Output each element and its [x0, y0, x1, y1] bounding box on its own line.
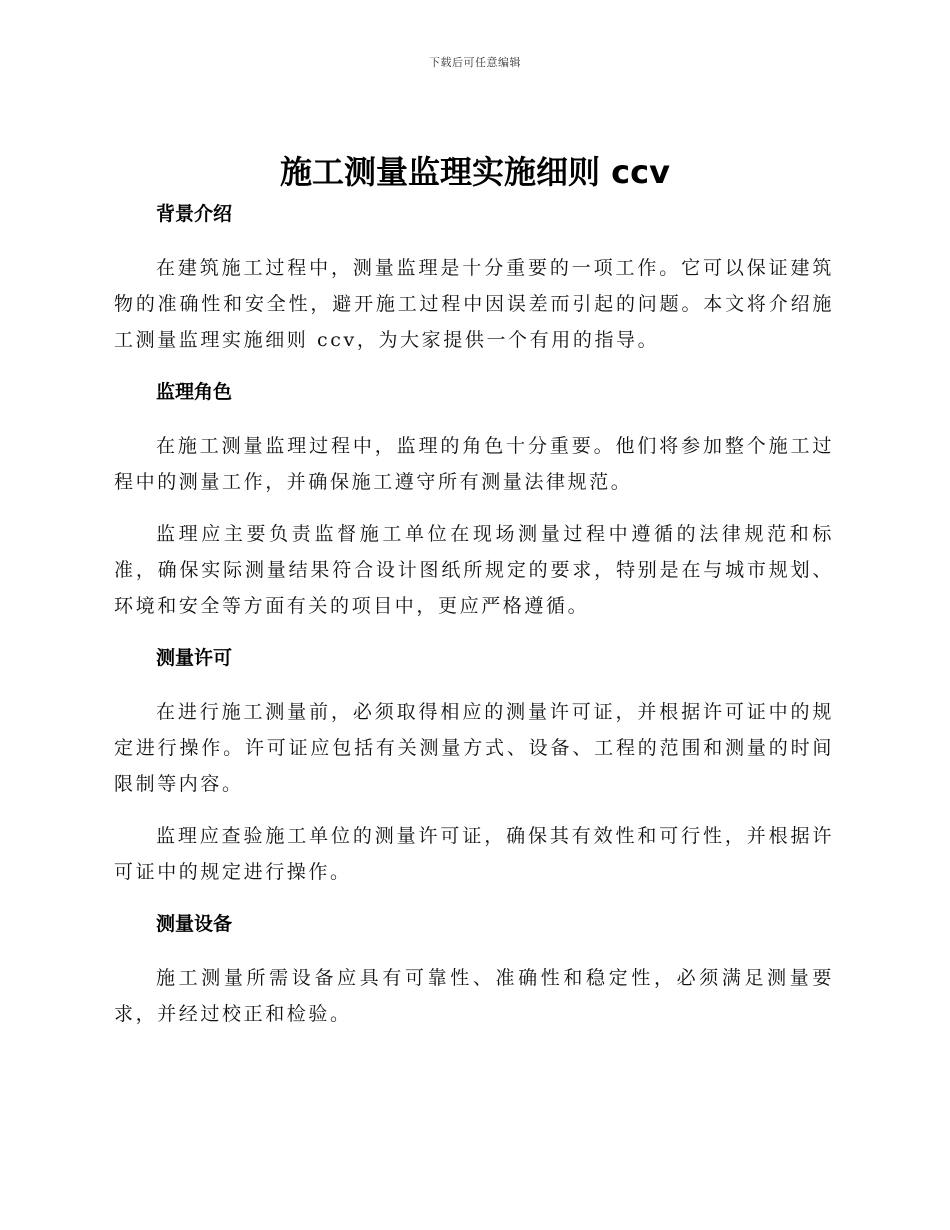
header-note: 下载后可任意编辑 [429, 56, 521, 69]
paragraph: 在进行施工测量前，必须取得相应的测量许可证，并根据许可证中的规定进行操作。许可证应包括有关测量方式、设备、工程的范围和测量的时间限制等内容。 [114, 701, 834, 795]
paragraph: 在建筑施工过程中，测量监理是十分重要的一项工作。它可以保证建筑物的准确性和安全性，避开施工过程中因误差而引起的问题。本文将介绍施工测量监理实施细则 ccv，为大家提供一个有用的指导。 [114, 257, 834, 351]
paragraph: 监理应查验施工单位的测量许可证，确保其有效性和可行性，并根据许可证中的规定进行操作。 [114, 825, 834, 883]
section-heading-background: 背景介绍 [156, 203, 233, 225]
paragraph: 监理应主要负责监督施工单位在现场测量过程中遵循的法律规范和标准，确保实际测量结果符合设计图纸所规定的要求，特别是在与城市规划、环境和安全等方面有关的项目中，更应严格遵循。 [114, 523, 834, 617]
section-heading-survey-permit: 测量许可 [156, 647, 233, 669]
paragraph: 在施工测量监理过程中，监理的角色十分重要。他们将参加整个施工过程中的测量工作，并确保施工遵守所有测量法律规范。 [114, 435, 834, 493]
document-body [114, 196, 834, 1032]
paragraph: 施工测量所需设备应具有可靠性、准确性和稳定性，必须满足测量要求，并经过校正和检验。 [114, 967, 834, 1025]
section-heading-supervisor-role: 监理角色 [156, 381, 233, 403]
page-title: 施工测量监理实施细则 ccv [280, 153, 670, 191]
section-heading-survey-equipment: 测量设备 [156, 913, 233, 935]
